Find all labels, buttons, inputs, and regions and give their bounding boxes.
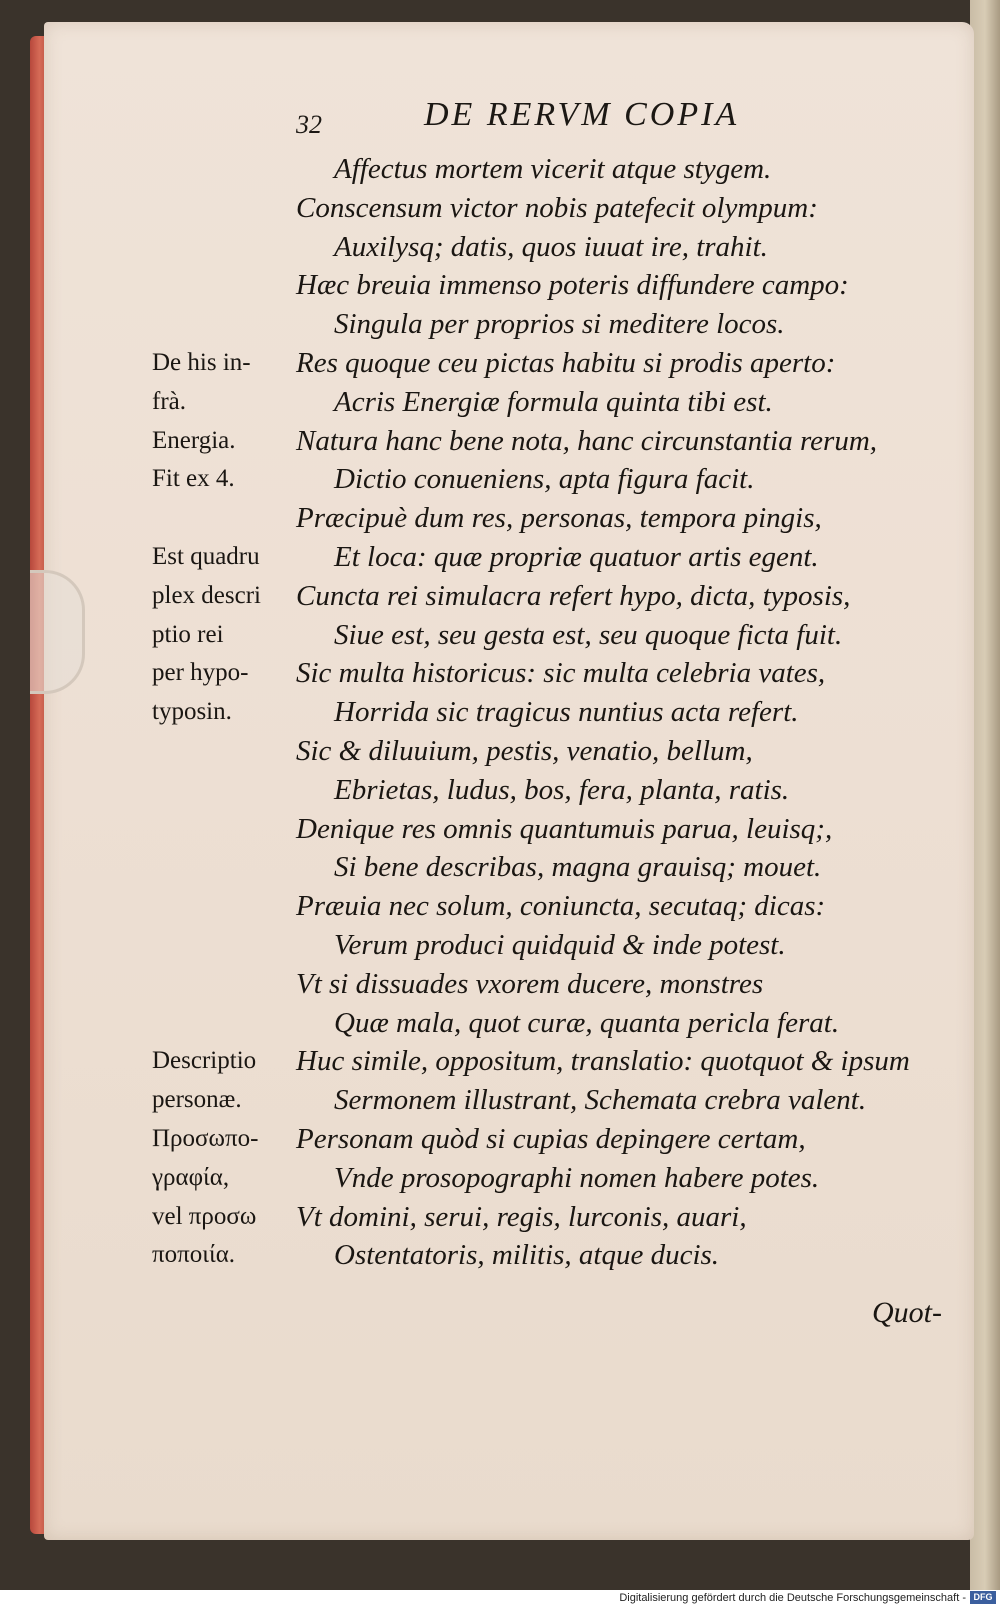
margin-note: Energia. (152, 426, 236, 454)
verse-line: Præcipuè dum res, personas, tempora pingis, (296, 502, 822, 535)
verse-line: Denique res omnis quantumuis parua, leuisq;, (296, 812, 833, 845)
margin-note: Est quadru (152, 543, 260, 570)
verse-line: Singula per proprios si meditere locos. (334, 308, 785, 341)
margin-note: Fit ex 4. (152, 465, 235, 493)
verse-line: Vt si dissuades vxorem ducere, monstres (296, 967, 764, 1000)
page-header (296, 96, 856, 146)
verse-line: Verum produci quidquid & inde potest. (334, 928, 786, 961)
verse-line: Sermonem illustrant, Schemata crebra valent. (334, 1084, 867, 1117)
verse-line: Horrida sic tragicus nuntius acta refert. (334, 696, 799, 729)
dfg-logo: DFG (970, 1591, 996, 1604)
verse-line: Et loca: quæ propriæ quatuor artis egent. (334, 540, 819, 573)
running-title: DE RERVM COPIA (424, 96, 740, 133)
verse-line: Natura hanc bene nota, hanc circunstantia rerum, (296, 424, 878, 457)
margin-note: vel προσω (152, 1202, 257, 1230)
verse-line: Vt domini, serui, regis, lurconis, auari, (296, 1200, 747, 1233)
verse-line: Conscensum victor nobis patefecit olympum: (296, 191, 818, 224)
margin-note: personæ. (152, 1086, 242, 1114)
margin-note: γραφία, (152, 1163, 230, 1191)
margin-note: De his in- (152, 349, 251, 376)
margin-note: typosin. (152, 698, 232, 726)
verse-line: Acris Energiæ formula quinta tibi est. (334, 385, 773, 418)
verse-line: Hæc breuia immenso poteris diffundere campo: (296, 269, 849, 302)
verse-line: Quæ mala, quot curæ, quanta pericla ferat. (334, 1006, 840, 1039)
page-clip (30, 570, 85, 694)
verse-line: Huc simile, oppositum, translatio: quotquot & ipsum (296, 1045, 910, 1078)
verse-line: Vnde prosopographi nomen habere potes. (334, 1161, 820, 1194)
verse-line: Ostentatoris, militis, atque ducis. (334, 1239, 720, 1272)
verse-line: Siue est, seu gesta est, seu quoque ficta fuit. (334, 618, 843, 651)
catchword: Quot- (872, 1296, 942, 1329)
verse-line: Dictio conueniens, apta figura facit. (334, 463, 755, 496)
verse-line: Auxilysq; datis, quos iuuat ire, trahit. (334, 230, 768, 263)
verse-line: Si bene describas, magna grauisq; mouet. (334, 851, 822, 884)
verse-line: Affectus mortem vicerit atque stygem. (334, 153, 772, 185)
verse-line: Personam quòd si cupias depingere certam, (296, 1122, 806, 1155)
verse-line: Cuncta rei simulacra refert hypo, dicta, typosis, (296, 579, 851, 612)
verse-line: Præuia nec solum, coniuncta, secutaq; dicas: (296, 890, 826, 923)
margin-note: per hypo- (152, 659, 249, 687)
footer-credit: Digitalisierung gefördert durch die Deutsche Forschungsgemeinschaft - (619, 1592, 966, 1604)
margin-note: ποποιία. (152, 1241, 236, 1269)
verse-body (296, 150, 976, 1275)
page-number: 32 (296, 110, 322, 139)
margin-note: frà. (152, 387, 186, 415)
verse-line: Sic & diluuium, pestis, venatio, bellum, (296, 734, 753, 767)
footer-bar (0, 1590, 1000, 1606)
verse-line: Sic multa historicus: sic multa celebria vates, (296, 657, 826, 690)
margin-note: ptio rei (152, 620, 224, 648)
margin-note: Descriptio (152, 1047, 257, 1075)
verse-line: Ebrietas, ludus, bos, fera, planta, ratis. (334, 773, 790, 806)
verse-line: Res quoque ceu pictas habitu si prodis aperto: (296, 346, 836, 379)
margin-note: plex descri (152, 581, 261, 609)
margin-note: Προσωπο- (152, 1125, 259, 1152)
